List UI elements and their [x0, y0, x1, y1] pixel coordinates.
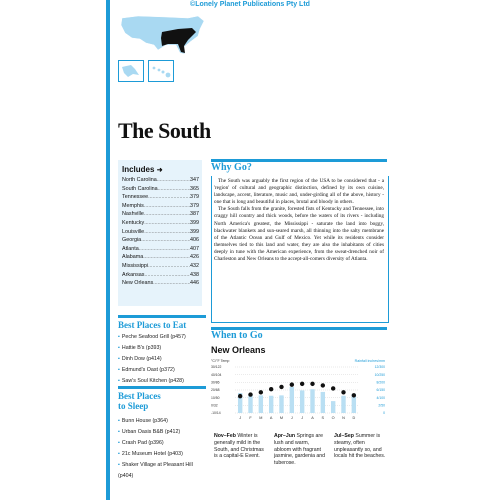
month-label: D — [352, 416, 356, 420]
month-label: M — [259, 416, 263, 420]
dot-leader — [144, 219, 190, 228]
alaska-shape — [119, 61, 143, 81]
dot-leader — [144, 228, 190, 237]
rain-tick-label: 6/150 — [376, 388, 385, 393]
includes-item[interactable] — [122, 279, 199, 288]
includes-item-page: 387 — [190, 211, 199, 218]
includes-item-page: 399 — [190, 219, 199, 226]
temp-axis-label: °C/°F Temp — [211, 359, 230, 363]
temperature-point — [352, 393, 356, 397]
month-label: S — [321, 416, 325, 420]
includes-item-page: 406 — [190, 237, 199, 244]
rain-tick-label: 4/100 — [376, 395, 385, 400]
includes-item[interactable] — [122, 185, 199, 194]
hawaii-inset — [148, 60, 174, 82]
dot-leader — [157, 176, 190, 185]
city-name: New Orleans — [211, 345, 266, 355]
includes-item-page: 399 — [190, 228, 199, 235]
temperature-point — [331, 386, 335, 390]
rainfall-bar — [310, 389, 314, 413]
includes-item-name: Louisville — [122, 228, 145, 235]
temperature-point — [341, 390, 345, 394]
hawaii-shape — [149, 61, 173, 81]
copyright-notice: ©Lonely Planet Publications Pty Ltd — [190, 1, 310, 8]
best-sleep-title-line1: Best Places — [118, 391, 161, 401]
eat-item: ▪ Hattie B's (p393) — [118, 343, 208, 354]
season-summer — [334, 433, 386, 460]
dot-leader — [144, 271, 190, 280]
sleep-item: ▪ Bunn House (p364) — [118, 416, 208, 427]
sleep-item: ▪ Shaker Village at Pleasant Hill (p404) — [118, 460, 208, 482]
includes-item[interactable] — [122, 202, 199, 211]
includes-item-page: 426 — [190, 254, 199, 261]
includes-item-name: Alabama — [122, 254, 144, 261]
rainfall-bar — [341, 396, 345, 413]
includes-item-name: Nashville — [122, 211, 144, 218]
month-label: N — [342, 416, 345, 420]
rainfall-bar — [269, 396, 273, 413]
includes-heading: Includes ➜ — [122, 165, 163, 174]
sleep-item: ▪ Urban Oasis B&B (p412) — [118, 427, 208, 438]
temperature-point — [300, 382, 304, 386]
rain-tick-label: 0 — [383, 411, 385, 416]
month-label: J — [290, 416, 293, 420]
eat-rule — [118, 315, 206, 318]
season-text: Summer is steamy, often unpleasantly so, and locals hit the beaches. — [334, 433, 386, 460]
why-go-paragraph: The South was arguably the first region of the USA to be considered that - a 'region' of cultural and geographic distinction, defined by its own cuisine, landscape, accent, literature, music and, under-girding all of the above, history - one that is long and beautiful in places, brutal and bloody in others. — [214, 178, 384, 206]
includes-item-name: New Orleans — [122, 280, 154, 287]
season-heading: Nov–Feb — [214, 433, 236, 439]
seasons-row — [211, 430, 387, 490]
temp-tick-label: 20/68 — [211, 388, 220, 393]
temperature-point — [259, 390, 263, 394]
temp-tick-label: 30/122 — [211, 365, 222, 370]
includes-item-name: Mississippi — [122, 262, 149, 269]
rainfall-bar — [259, 395, 263, 413]
rain-tick-label: 2/50 — [378, 403, 385, 408]
includes-item-name: Georgia — [122, 237, 142, 244]
includes-item[interactable] — [122, 236, 199, 245]
temperature-point — [279, 385, 283, 389]
why-go-text — [214, 178, 384, 263]
climate-chart — [211, 357, 387, 429]
alaska-inset — [118, 60, 144, 82]
sleep-item: ▪ Crash Pad (p396) — [118, 438, 208, 449]
includes-item-page: 438 — [190, 271, 199, 278]
rain-tick-label: 12/300 — [374, 365, 385, 370]
month-label: A — [269, 416, 273, 420]
temperature-point — [269, 387, 273, 391]
includes-item[interactable] — [122, 176, 199, 185]
temperature-point — [290, 382, 294, 386]
includes-item-name: Memphis — [122, 202, 144, 209]
when-to-go-title: When to Go — [211, 330, 263, 341]
sleep-rule — [118, 386, 206, 389]
includes-item[interactable] — [122, 210, 199, 219]
temp-tick-label: 10/50 — [211, 395, 220, 400]
rain-axis-label: Rainfall inches/mm — [354, 359, 385, 363]
includes-item-name: South Carolina — [122, 185, 158, 192]
rainfall-bar — [331, 401, 335, 413]
includes-item-name: Arkansas — [122, 271, 145, 278]
month-label: J — [301, 416, 304, 420]
season-text: Winter is generally mild in the South, and Christmas is a capital-E Event. — [214, 433, 264, 460]
eat-item: ▪ Peche Seafood Grill (p457) — [118, 332, 208, 343]
dot-leader — [141, 236, 190, 245]
arrow-icon: ➜ — [156, 167, 163, 174]
month-label: M — [279, 416, 284, 420]
rain-tick-label: 8/200 — [376, 380, 385, 385]
dot-leader — [153, 279, 190, 288]
includes-item[interactable] — [122, 228, 199, 237]
temperature-point — [238, 394, 242, 398]
why-go-title: Why Go? — [211, 162, 252, 173]
rainfall-bar — [290, 387, 294, 413]
includes-item-page: 379 — [190, 194, 199, 201]
season-heading: Apr–Jun — [274, 433, 296, 439]
includes-item-name: North Carolina — [122, 177, 157, 183]
includes-list — [118, 176, 202, 288]
rainfall-bar — [321, 392, 325, 413]
temperature-point — [321, 383, 325, 387]
dot-leader — [148, 262, 190, 271]
best-eat-title: Best Places to Eat — [118, 320, 187, 330]
includes-box — [118, 160, 202, 306]
why-go-paragraph: The South falls from the granite, forested fists of Kentucky and Tennessee, into craggy hill country and thick woods, before the waters of its rivers - including North America's greatest, the Mississippi - saturate the land into boggy, blackwater blankets and sun-seared marsh, all thinning into the salty membrane of the Atlantic Ocean and Gulf of Mexico. Yet while its residents consider themselves tied to this land and water, they are also the inhabitants of cities deeply in tune with the American experience, from the sweat-drenched noir of Charleston and New Orleans to the accept-all-comers diversity of Atlanta. — [214, 206, 384, 263]
eat-item: ▪ Dinh Dow (p414) — [118, 354, 208, 365]
temperature-point — [310, 382, 314, 386]
temp-tick-label: -10/14 — [211, 411, 221, 416]
temp-tick-label: 40/104 — [211, 372, 222, 377]
dot-leader — [143, 253, 190, 262]
chapter-title: The South — [118, 118, 211, 143]
includes-item-name: Atlanta — [122, 245, 139, 252]
rainfall-bar — [300, 390, 304, 413]
includes-item[interactable] — [122, 271, 199, 280]
best-sleep-list — [118, 416, 208, 481]
best-sleep-title-line2: to Sleep — [118, 401, 149, 411]
month-label: A — [311, 416, 314, 420]
temperature-point — [248, 392, 252, 396]
includes-item[interactable] — [122, 262, 199, 271]
temp-tick-label: 30/86 — [211, 380, 220, 385]
season-spring — [274, 433, 326, 467]
usa-locator-map — [118, 12, 208, 57]
eat-item: ▪ Edmund's Oast (p372) — [118, 365, 208, 376]
best-eat-list — [118, 332, 208, 387]
left-margin-bar — [106, 0, 110, 500]
includes-item[interactable] — [122, 245, 199, 254]
dot-leader — [144, 202, 190, 211]
sleep-item: ▪ 21c Museum Hotel (p403) — [118, 449, 208, 460]
includes-item[interactable] — [122, 253, 199, 262]
includes-item[interactable] — [122, 193, 199, 202]
dot-leader — [158, 185, 190, 194]
month-label: F — [249, 416, 252, 420]
includes-item-name: Kentucky — [122, 219, 145, 226]
temp-tick-label: 0/32 — [211, 403, 218, 408]
rain-tick-label: 10/250 — [374, 372, 385, 377]
includes-item-page: 432 — [190, 262, 199, 269]
includes-item[interactable] — [122, 219, 199, 228]
rainfall-bar — [248, 394, 252, 413]
dot-leader — [148, 193, 190, 202]
dot-leader — [144, 210, 190, 219]
season-heading: Jul–Sep — [334, 433, 354, 439]
season-winter — [214, 433, 266, 460]
month-label: O — [331, 416, 335, 420]
includes-item-page: 365 — [190, 185, 199, 192]
includes-item-page: 379 — [190, 202, 199, 209]
dot-leader — [139, 245, 190, 254]
month-label: J — [239, 416, 242, 420]
includes-item-page: 446 — [190, 280, 199, 287]
includes-item-name: Tennessee — [122, 194, 149, 201]
season-text: Springs are lush and warm, abloom with fragrant jasmine, gardenia and tuberose. — [274, 433, 326, 467]
includes-item-page: 347 — [190, 177, 199, 183]
best-sleep-title — [118, 391, 161, 411]
includes-item-page: 407 — [190, 245, 199, 252]
rainfall-bar — [279, 395, 283, 413]
eat-item: ▪ Saw's Soul Kitchen (p428) — [118, 376, 208, 387]
